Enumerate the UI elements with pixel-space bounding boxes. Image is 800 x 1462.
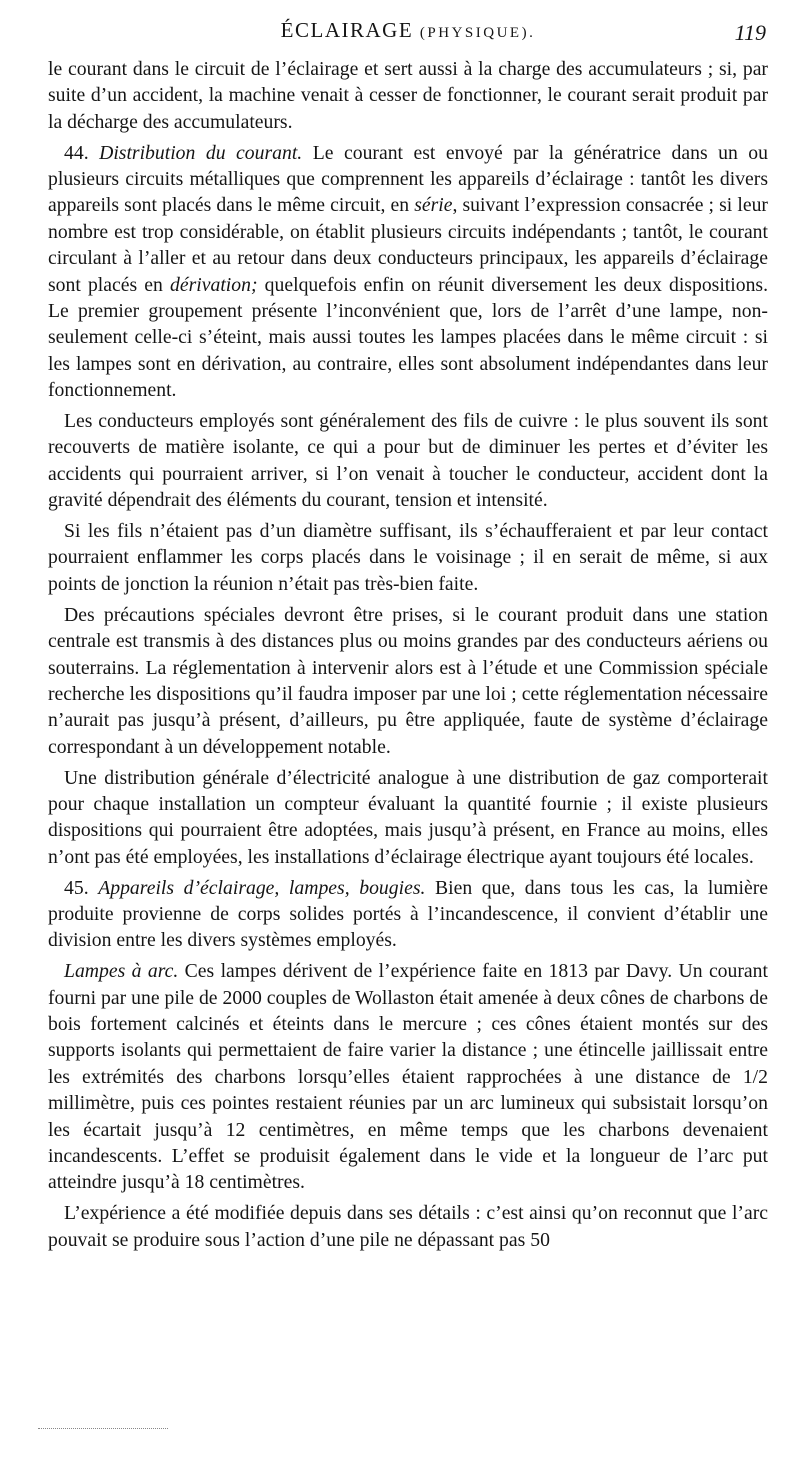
running-header — [50, 18, 766, 52]
paragraph-text: Les conducteurs employés sont généralement des fils de cuivre : le plus souvent ils sont recouverts de matière isolante, ce qui a pour but de diminuer les pertes et d’éviter les accidents qui pourraient arriver, si l’on venait à toucher le conducteur, accident dont la gravité dépendrait des éléments du courant, tension et intensité. — [48, 410, 768, 512]
body-text — [48, 56, 768, 1257]
header-title-line — [50, 18, 766, 43]
page-number: 119 — [734, 20, 766, 45]
paragraph-text: quelquefois enfin on réunit diversement les deux dispositions. Le premier groupement présente l’inconvénient que, lors de l’arrêt d’une lampe, non-seulement celle-ci s’éteint, mais aussi toutes les lampes placées dans le même circuit : si les lampes sont en dérivation, au contraire, elles sont absolument indépendantes dans leur fonctionnement. — [48, 273, 768, 402]
section-title: Appareils d’éclairage, lampes, bougies. — [98, 876, 426, 899]
paragraph-text: L’expérience a été modifiée depuis dans ses détails : c’est ainsi qu’on reconnut que l’arc pouvait se produire sous l’action d’une pile ne dépassant pas 50 — [48, 1202, 768, 1251]
paragraph-text: Une distribution générale d’électricité analogue à une distribution de gaz comporterait pour chaque installation un compteur évaluant la quantité fournie ; il existe plusieurs dispositions qui pourraient être adoptées, mais jusqu’à présent, en France au moins, elles n’ont pas été employées, les installations d’éclairage électrique ayant toujours été locales. — [48, 766, 768, 868]
paragraph-text: Bien que, dans tous les cas, la lumière produite provienne de corps solides portés à l’incandescence, il convient d’établir une division entre les divers systèmes employés. — [48, 876, 768, 952]
paragraph-continuation — [48, 56, 768, 135]
section-44-paragraph — [48, 140, 768, 404]
header-subtitle: (PHYSIQUE). — [419, 25, 536, 41]
section-45-paragraph — [48, 875, 768, 954]
section-title: Distribution du courant. — [99, 141, 303, 164]
paragraph-text: , suivant l’expression consacrée ; si leur nombre est trop considérable, on établit plusieurs circuits indépendants ; tantôt, le courant circulant à l’aller et au retour dans deux conducteurs principaux, les appareils d’éclairage sont placés en — [48, 194, 768, 296]
paragraph-text: Des précautions spéciales devront être prises, si le courant produit dans une station centrale est transmis à des distances plus ou moins grandes par des conducteurs aériens ou souterrains. La réglementation à intervenir alors est à l’étude et une Commission spéciale recherche les dispositions qu’il faudra imposer par une loi ; cette réglementation nécessaire n’aurait pas jusqu’à présent, d’ailleurs, pu être appliquée, faute de système d’éclairage correspondant à un développement notable. — [48, 603, 768, 758]
italic-term: série — [414, 194, 453, 217]
paragraph — [48, 1200, 768, 1253]
section-number: 45. — [64, 876, 89, 899]
paragraph-lampes-a-arc — [48, 958, 768, 1196]
footer-rule — [38, 1428, 168, 1429]
paragraph-text: Si les fils n’étaient pas d’un diamètre suffisant, ils s’échaufferaient et par leur contact pourraient enflammer les corps placés dans le voisinage ; il en serait de même, si aux points de jonction la réunion n’était pas très-bien faite. — [48, 520, 768, 595]
italic-term: dérivation; — [170, 273, 258, 296]
paragraph-text: Ces lampes dérivent de l’expérience faite en 1813 par Davy. Un courant fourni par une pile de 2000 couples de Wollaston était amenée à deux cônes de charbons de bois fortement calcinés et éteints dans le mercure ; ces cônes étaient montés sur des supports isolants qui permettaient de faire varier la distance ; une étincelle jaillissait entre les extrémités des charbons lorsqu’elles étaient rapprochées à une distance de 1/2 millimètre, puis ces pointes restaient réunies par un arc lumineux qui subsistait lorsqu’on les écartait jusqu’à 12 centimètres, en même temps que les charbons devenaient incandescents. L’effet se produisit également dans le vide et la longueur de l’arc put atteindre jusqu’à 18 centimètres. — [48, 960, 768, 1194]
paragraph-lead: Lampes à arc. — [64, 960, 179, 983]
paragraph — [48, 408, 768, 514]
paragraph — [48, 518, 768, 597]
paragraph — [48, 602, 768, 760]
section-number: 44. — [64, 141, 89, 164]
paragraph-text: Le courant est envoyé par la génératrice dans un ou plusieurs circuits métalliques que comprennent les appareils d’éclairage : tantôt les divers appareils sont placés dans le même circuit, en — [48, 141, 768, 217]
header-title: ÉCLAIRAGE — [280, 18, 414, 42]
paragraph-text: le courant dans le circuit de l’éclairage et sert aussi à la charge des accumulateurs ; si, par suite d’un accident, la machine venait à cesser de fonctionner, le courant serait produit par la décharge des accumulateurs. — [48, 58, 768, 133]
paragraph — [48, 765, 768, 871]
